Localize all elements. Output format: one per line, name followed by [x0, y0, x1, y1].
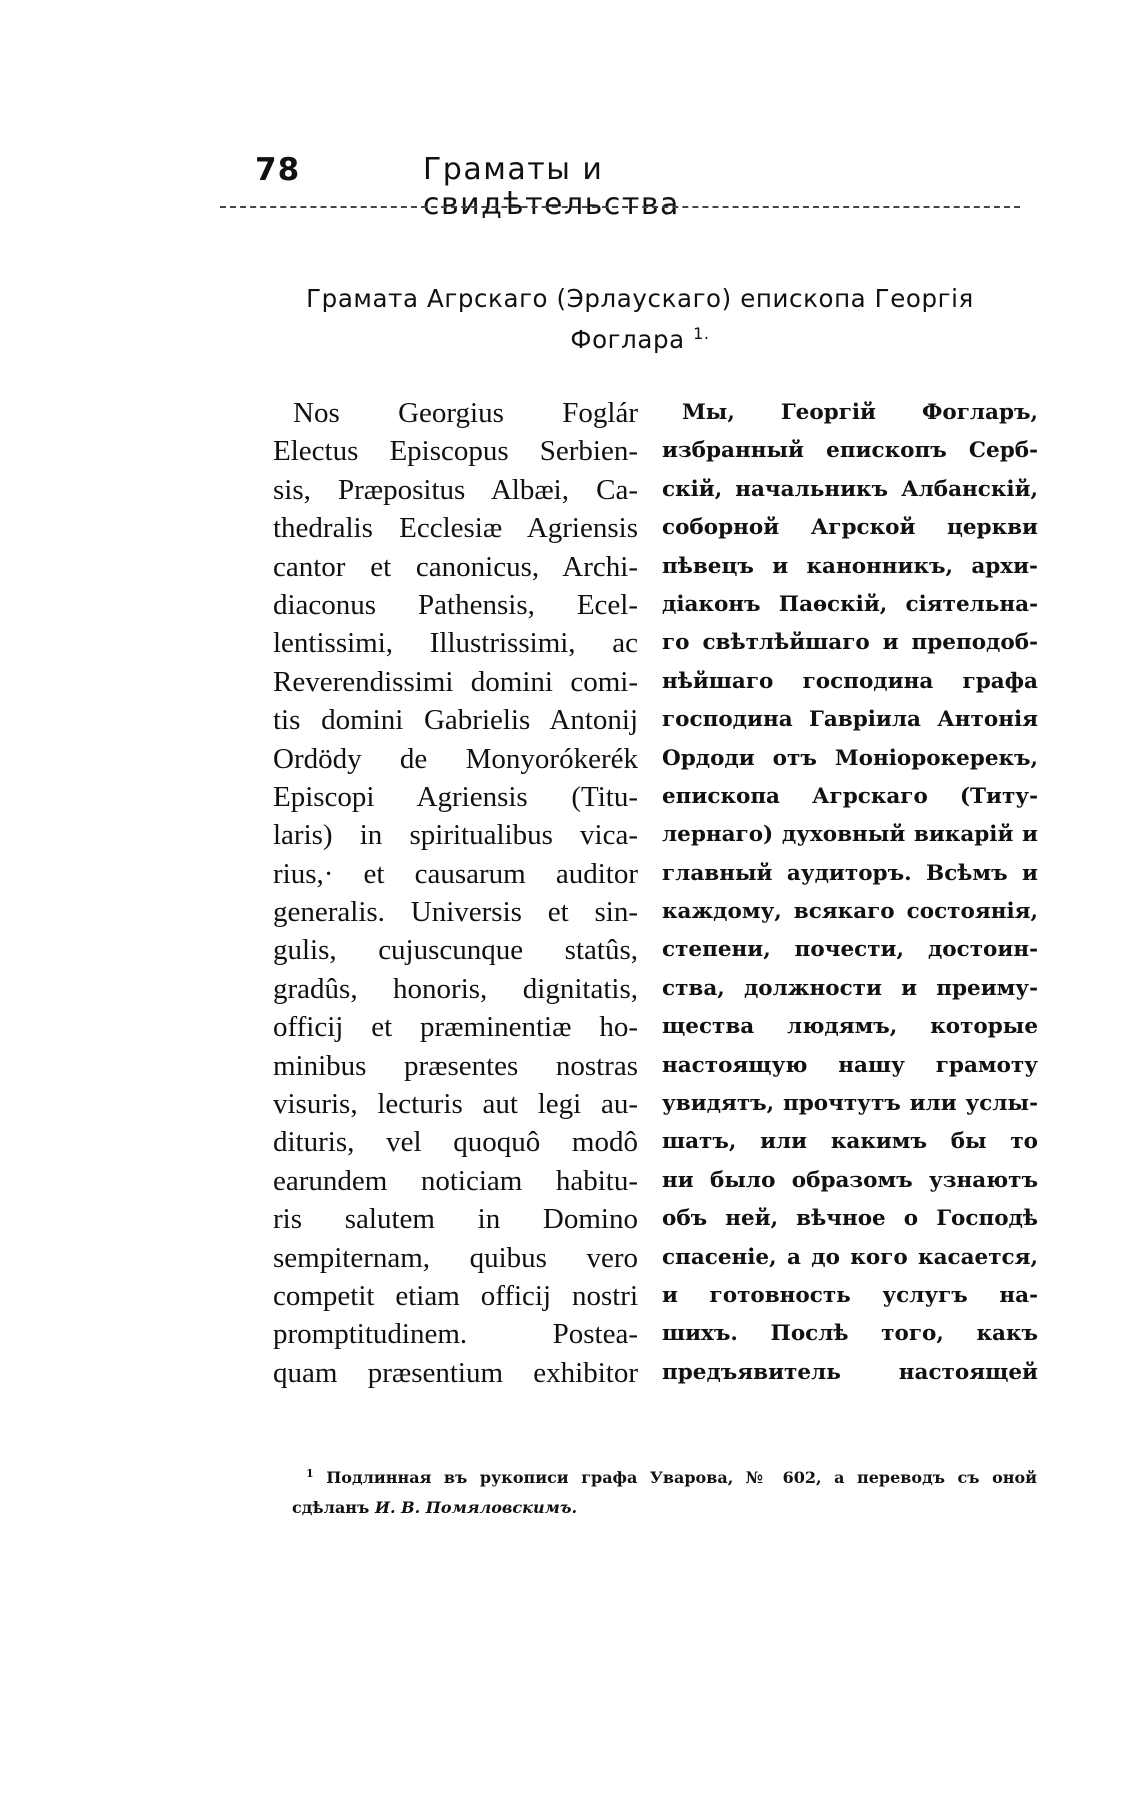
latin-text-line: Electus Episcopus Serbien-: [273, 435, 638, 468]
translator-name: И. В. Помяловскимъ.: [374, 1498, 578, 1517]
latin-text-line: laris) in spiritualibus vica-: [273, 819, 638, 852]
latin-text-line: visuris, lecturis aut legi au-: [273, 1088, 638, 1121]
latin-text-line: competit etiam officij nostri: [273, 1279, 638, 1312]
latin-text-line: diaconus Pathensis, Ecel-: [273, 588, 638, 621]
latin-text-line: Reverendissimi domini comi-: [273, 665, 638, 698]
charter-title-line-2: [270, 319, 1010, 360]
russian-text-line: скій, начальникъ Албанскій,: [662, 476, 1038, 502]
russian-text-line: шатъ, или какимъ бы то: [662, 1129, 1038, 1155]
running-title: Граматы и свидѣтельства: [423, 152, 680, 222]
footnote-line-2: [292, 1493, 1037, 1523]
russian-text-line: нѣйшаго господина графа: [662, 668, 1038, 694]
running-head: [255, 152, 865, 222]
latin-text-line: quam præsentium exhibitor: [273, 1356, 638, 1389]
latin-text-column: [273, 394, 638, 1392]
russian-text-line: избранный епископъ Серб-: [662, 438, 1038, 464]
page-number: 78: [255, 152, 301, 188]
latin-text-line: Ordödy de Monyorókerék: [273, 742, 638, 775]
charter-title-line-1: Грамата Агрскаго (Эрлаускаго) епископа Георгія: [306, 284, 974, 313]
latin-text-line: dituris, vel quoquô modô: [273, 1126, 638, 1159]
latin-text-line: rius,· et causarum auditor: [273, 857, 638, 890]
latin-text-line: thedralis Ecclesiæ Agriensis: [273, 512, 638, 545]
footnote-text: Подлинная въ рукописи графа Уварова, № 602, а переводъ съ оной: [326, 1468, 1037, 1487]
russian-text-line: соборной Агрской церкви: [662, 515, 1038, 541]
footnote-mark: 1: [306, 1467, 314, 1480]
russian-text-line: щества людямъ, которые: [662, 1014, 1038, 1040]
russian-text-line: степени, почести, достоин-: [662, 937, 1038, 963]
latin-text-line: tis domini Gabrielis Antonij: [273, 704, 638, 737]
latin-text-line: cantor et canonicus, Archi-: [273, 550, 638, 583]
russian-text-line: и готовность услугъ на-: [662, 1282, 1038, 1308]
russian-text-line: увидятъ, прочтутъ или услы-: [662, 1091, 1038, 1117]
russian-text-line: спасеніе, а до кого касается,: [662, 1244, 1038, 1270]
footnote-text-2: сдѣланъ: [292, 1498, 370, 1517]
latin-text-line: minibus præsentes nostras: [273, 1049, 638, 1082]
latin-text-line: generalis. Universis et sin-: [273, 896, 638, 929]
footnote-line-1: [292, 1463, 1037, 1493]
latin-text-line: sis, Præpositus Albæi, Ca-: [273, 473, 638, 506]
latin-text-line: Nos Georgius Foglár: [293, 397, 638, 429]
header-rule: [220, 206, 1020, 208]
russian-text-line: настоящую нашу грамоту: [662, 1052, 1038, 1078]
charter-title: [270, 278, 1010, 360]
footnote: [292, 1463, 1037, 1523]
title-footnote-mark: 1.: [693, 324, 710, 343]
latin-text-line: gulis, cujuscunque statûs,: [273, 934, 638, 967]
latin-text-line: lentissimi, Illustrissimi, ac: [273, 627, 638, 660]
russian-text-line: го свѣтлѣйшаго и преподоб-: [662, 630, 1038, 656]
russian-text-line: Мы, Георгій Фогларъ,: [682, 400, 1038, 425]
russian-text-column: [662, 394, 1038, 1392]
latin-text-line: ris salutem in Domino: [273, 1203, 638, 1236]
russian-text-line: ства, должности и преиму-: [662, 975, 1038, 1001]
latin-text-line: earundem noticiam habitu-: [273, 1164, 638, 1197]
russian-text-line: пѣвецъ и канонникъ, архи-: [662, 553, 1038, 579]
charter-title-name: Фоглара: [570, 325, 685, 354]
russian-text-line: епископа Агрскаго (Титу-: [662, 783, 1038, 809]
russian-text-line: ни было образомъ узнаютъ: [662, 1167, 1038, 1193]
russian-text-line: лернаго) духовный викарій и: [662, 822, 1038, 848]
russian-text-line: діаконъ Паѳскій, сіятельна-: [662, 591, 1038, 617]
russian-text-line: предъявитель настоящей: [662, 1359, 1038, 1385]
russian-text-line: главный аудиторъ. Всѣмъ и: [662, 860, 1038, 886]
russian-text-line: господина Гавріила Антонія: [662, 707, 1038, 733]
russian-text-line: шихъ. Послѣ того, какъ: [662, 1321, 1038, 1347]
latin-text-line: gradûs, honoris, dignitatis,: [273, 972, 638, 1005]
russian-text-line: каждому, всякаго состоянія,: [662, 899, 1038, 925]
latin-text-line: Episcopi Agriensis (Titu-: [273, 780, 638, 813]
latin-text-line: promptitudinem. Postea-: [273, 1318, 638, 1351]
russian-text-line: объ ней, вѣчное о Господѣ: [662, 1206, 1038, 1232]
latin-text-line: officij et præminentiæ ho-: [273, 1011, 638, 1044]
russian-text-line: Ордоди отъ Моніорокерекъ,: [662, 745, 1038, 771]
latin-text-line: sempiternam, quibus vero: [273, 1241, 638, 1274]
